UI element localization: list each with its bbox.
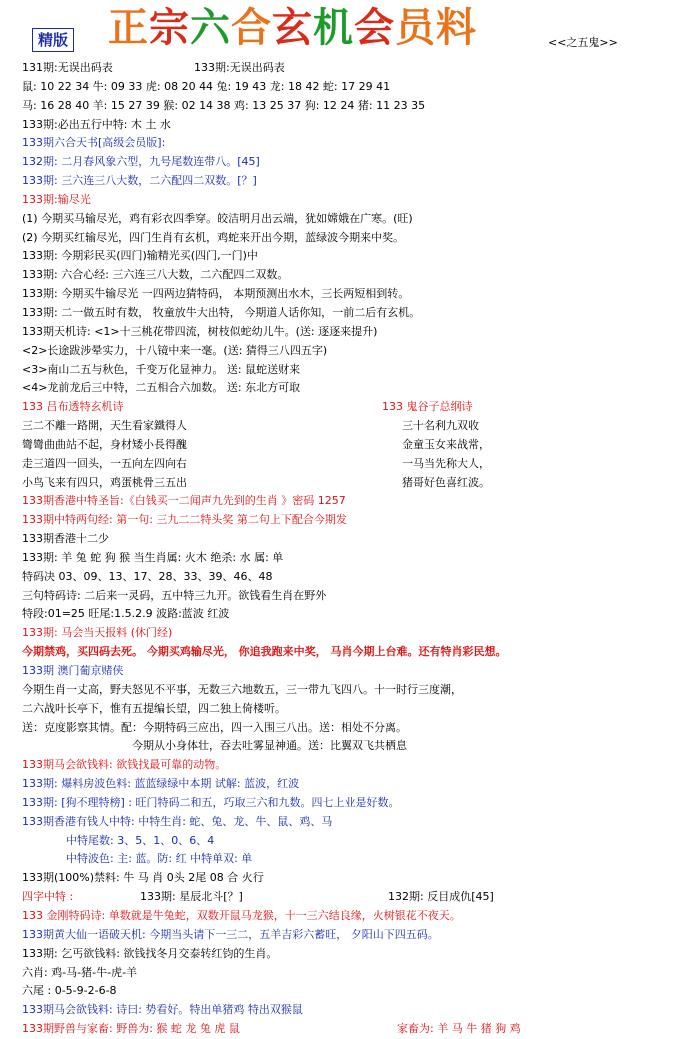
text-right: 132期: 反目成仇[45] bbox=[388, 890, 494, 904]
text-line: 133期中特两句经: 第一句: 三九二二特头奖 第二句上下配合今期发 bbox=[22, 513, 347, 527]
section-heading: 133期六合天书[高级会员版]: bbox=[22, 136, 166, 150]
text-line: (2) 今期买红输尽光，四门生肖有玄机，鸡蛇来开出今期，蓝绿波今期来中奖。 bbox=[22, 230, 405, 244]
text-line: 133期天机诗: <1>十三桃花带四流，树枝似蛇幼儿牛。(送: 逐逐来提升) bbox=[22, 324, 378, 338]
poem-right: 金童玉女来战常， bbox=[402, 437, 490, 451]
text-line: 133期: 乞丐欲钱料: 欲钱找冬月交泰转红钧的生肖。 bbox=[22, 946, 278, 960]
page-subtitle: <<之五鬼>> bbox=[548, 36, 618, 49]
text-line: 133期:必出五行中特: 木 土 水 bbox=[22, 117, 171, 131]
text-line: 三句特码诗: 二后来一灵码，五中特三九开。欲钱看生肖在野外 bbox=[22, 588, 327, 602]
poem-right: 猪哥好色喜红波。 bbox=[402, 475, 490, 489]
text-line: 二六战叶长亭下，惟有五提编长望，四二独上倚楼听。 bbox=[22, 701, 286, 715]
text-line: 133期香港十二少 bbox=[22, 532, 109, 546]
text-line: 六肖: 鸡-马-猪-牛-虎-羊 bbox=[22, 965, 138, 979]
text-line: 133期: [狗不理特榜] : 旺门特码二和五，巧取三六和九数。四七上业是好数。 bbox=[22, 795, 400, 809]
title-char: 料 bbox=[436, 4, 477, 51]
section-heading: 133期:输尽光 bbox=[22, 192, 91, 206]
text-line: 133期香港有钱人中特: 中特生肖: 蛇、兔、龙、牛、鼠、鸡、马 bbox=[22, 814, 333, 828]
text-line: 133期(100%)禁料: 牛 马 肖 0头 2尾 08 合 火行 bbox=[22, 871, 264, 885]
text-line: 132期: 二月春风象六型，九号尾数连带八。[45] bbox=[22, 155, 260, 169]
poem-left: 彎彎曲曲站不起，身材矮小長得醜 bbox=[22, 437, 187, 451]
poem-headings bbox=[22, 398, 682, 417]
text-line: 中特尾数: 3、5、1、0、6、4 bbox=[66, 833, 215, 847]
title-char: 机 bbox=[313, 4, 354, 51]
poem-line bbox=[22, 455, 682, 474]
text-line: (1) 今期买马输尽光，鸡有彩衣四季穿。皎洁明月出云端，犹如嫦娥在广寒。(旺) bbox=[22, 211, 413, 225]
title-char: 玄 bbox=[272, 4, 313, 51]
edition-badge: 精版 bbox=[32, 28, 74, 52]
text-line: 133期黄大仙一语破天机: 今期当头请下一三二，五羊吉彩六蓄旺， 夕阳山下四五码。 bbox=[22, 927, 439, 941]
title-char: 员 bbox=[395, 4, 436, 51]
text-line: 133期马会欲钱料: 诗曰: 势看好。特出单猪鸡 特出双猴鼠 bbox=[22, 1003, 303, 1017]
poem-left: 走三道四一回头，一五向左四向右 bbox=[22, 456, 187, 470]
text-line: 133期香港中特圣旨:《白钱买一二闻声九先到的生肖 》密码 1257 bbox=[22, 494, 346, 508]
text-line bbox=[22, 888, 682, 907]
poem-left: 小鸟飞来有四只，鸡蛋桃骨三五出 bbox=[22, 475, 187, 489]
code-table-label-131: 131期:无误出码表 bbox=[22, 61, 113, 74]
text-line: 133期: 六合心经: 三六连三八大数，二六配四二双数。 bbox=[22, 268, 289, 282]
poem-right: 一马当先称大人， bbox=[402, 456, 490, 470]
poem-line bbox=[22, 417, 682, 436]
title-char: 会 bbox=[354, 4, 395, 51]
poem-line bbox=[22, 474, 682, 493]
code-table-label-133: 133期:无误出码表 bbox=[194, 61, 285, 74]
title-char: 正 bbox=[108, 4, 149, 51]
text-line: 133 金刚特码诗: 单数就是牛兔蛇，双数开鼠马龙猴，十一三六结良缘，火树银花不夜天。 bbox=[22, 908, 461, 922]
text-line: 特码决 03、09、13、17、28、33、39、46、48 bbox=[22, 569, 273, 583]
poem-right: 三十名利九双收 bbox=[402, 419, 479, 433]
zodiac-numbers-row: 马: 16 28 40 羊: 15 27 39 猴: 02 14 38 鸡: 13 25 37 狗: 12 24 猪: 11 23 35 bbox=[22, 98, 426, 112]
text-line: 今期从小身体壮，吞去吐雾显神通。送：比翼双飞共栖息 bbox=[132, 739, 407, 753]
text-line: 133期: 爆料房波色料: 蓝蓝绿绿中本期 试解: 蓝波，红波 bbox=[22, 777, 300, 791]
text-line: 133期马会欲钱料: 欲钱找最可靠的动物。 bbox=[22, 758, 227, 772]
text-line bbox=[22, 1020, 682, 1039]
text-line: 今期生肖一丈高，野夫怒见不平事，无数三六地数五，三一带九飞四八。十一时行三度潮， bbox=[22, 682, 462, 696]
text-line: <3>南山二五与秋色，千变万化显神力。 送: 鼠蛇送财来 bbox=[22, 362, 301, 376]
text-line: 133期: 今期买牛输尽光 一四两边猜特码， 本期预测出水木，三长两短相到转。 bbox=[22, 287, 410, 301]
text-line: 特段:01=25 旺尾:1.5.2.9 波路:蓝波 红波 bbox=[22, 607, 230, 621]
title-char: 宗 bbox=[149, 4, 190, 51]
page-header bbox=[0, 0, 690, 58]
title-char: 合 bbox=[231, 4, 272, 51]
domestic-animals: 家畜为: 羊 马 牛 猪 狗 鸡 bbox=[397, 1022, 521, 1036]
section-heading: 133期 澳门葡京赌侠 bbox=[22, 664, 124, 677]
text-line bbox=[22, 59, 682, 78]
wild-animals: 133期野兽与家畜: 野兽为: 猴 蛇 龙 兔 虎 鼠 bbox=[22, 1022, 240, 1036]
poem-line bbox=[22, 436, 682, 455]
four-char-label: 四字中特 : bbox=[22, 890, 74, 904]
poem-left: 三二不離一路開，天生看家鐵得人 bbox=[22, 419, 187, 433]
content-body bbox=[22, 59, 682, 1039]
text-line: <4>龙前龙后三中特，二五相合六加数。 送: 东北方可取 bbox=[22, 381, 301, 395]
zodiac-numbers-row: 鼠: 10 22 34 牛: 09 33 虎: 08 20 44 兔: 19 43 龙: 18 42 蛇: 17 29 41 bbox=[22, 79, 391, 93]
text-line: 中特波色: 主: 蓝。防: 红 中特单双: 单 bbox=[66, 852, 253, 866]
page-title bbox=[108, 4, 477, 52]
text-line: 133期: 羊 兔 蛇 狗 猴 当生肖属: 火木 绝杀: 水 属: 单 bbox=[22, 550, 284, 564]
text-line: 今期禁鸡，买四码去死。 今期买鸡输尽光， 你追我跑来中奖， 马肖今期上台难。还有特肖彩民想。 bbox=[22, 645, 507, 659]
text-line: 六尾 : 0-5-9-2-6-8 bbox=[22, 984, 117, 998]
text-line: 133期: 今期彩民买(四门)输精光买(四门,一门)中 bbox=[22, 249, 258, 263]
section-heading: 133 鬼谷子总纲诗 bbox=[382, 400, 473, 414]
section-heading: 133期: 马会当天报料 (休门经) bbox=[22, 626, 173, 640]
section-heading: 133 吕布透特玄机诗 bbox=[22, 400, 124, 414]
text-line: <2>长途跋涉晕实力，十八镜中来一毫。(送: 猜得三八四五字) bbox=[22, 343, 328, 357]
text-line: 133期: 二一做五时有数， 牧童放牛大出特， 今期道人话你知，一前二后有玄机。 bbox=[22, 305, 421, 319]
text-line: 133期: 三六连三八大数，二六配四二双数。[？] bbox=[22, 174, 257, 188]
title-char: 六 bbox=[190, 4, 231, 51]
text-mid: 133期: 星辰北斗[？] bbox=[140, 890, 243, 904]
text-line: 送：克度影察其情。配：今期特码三应出，四一入围三八出。送：相处不分离。 bbox=[22, 720, 407, 734]
